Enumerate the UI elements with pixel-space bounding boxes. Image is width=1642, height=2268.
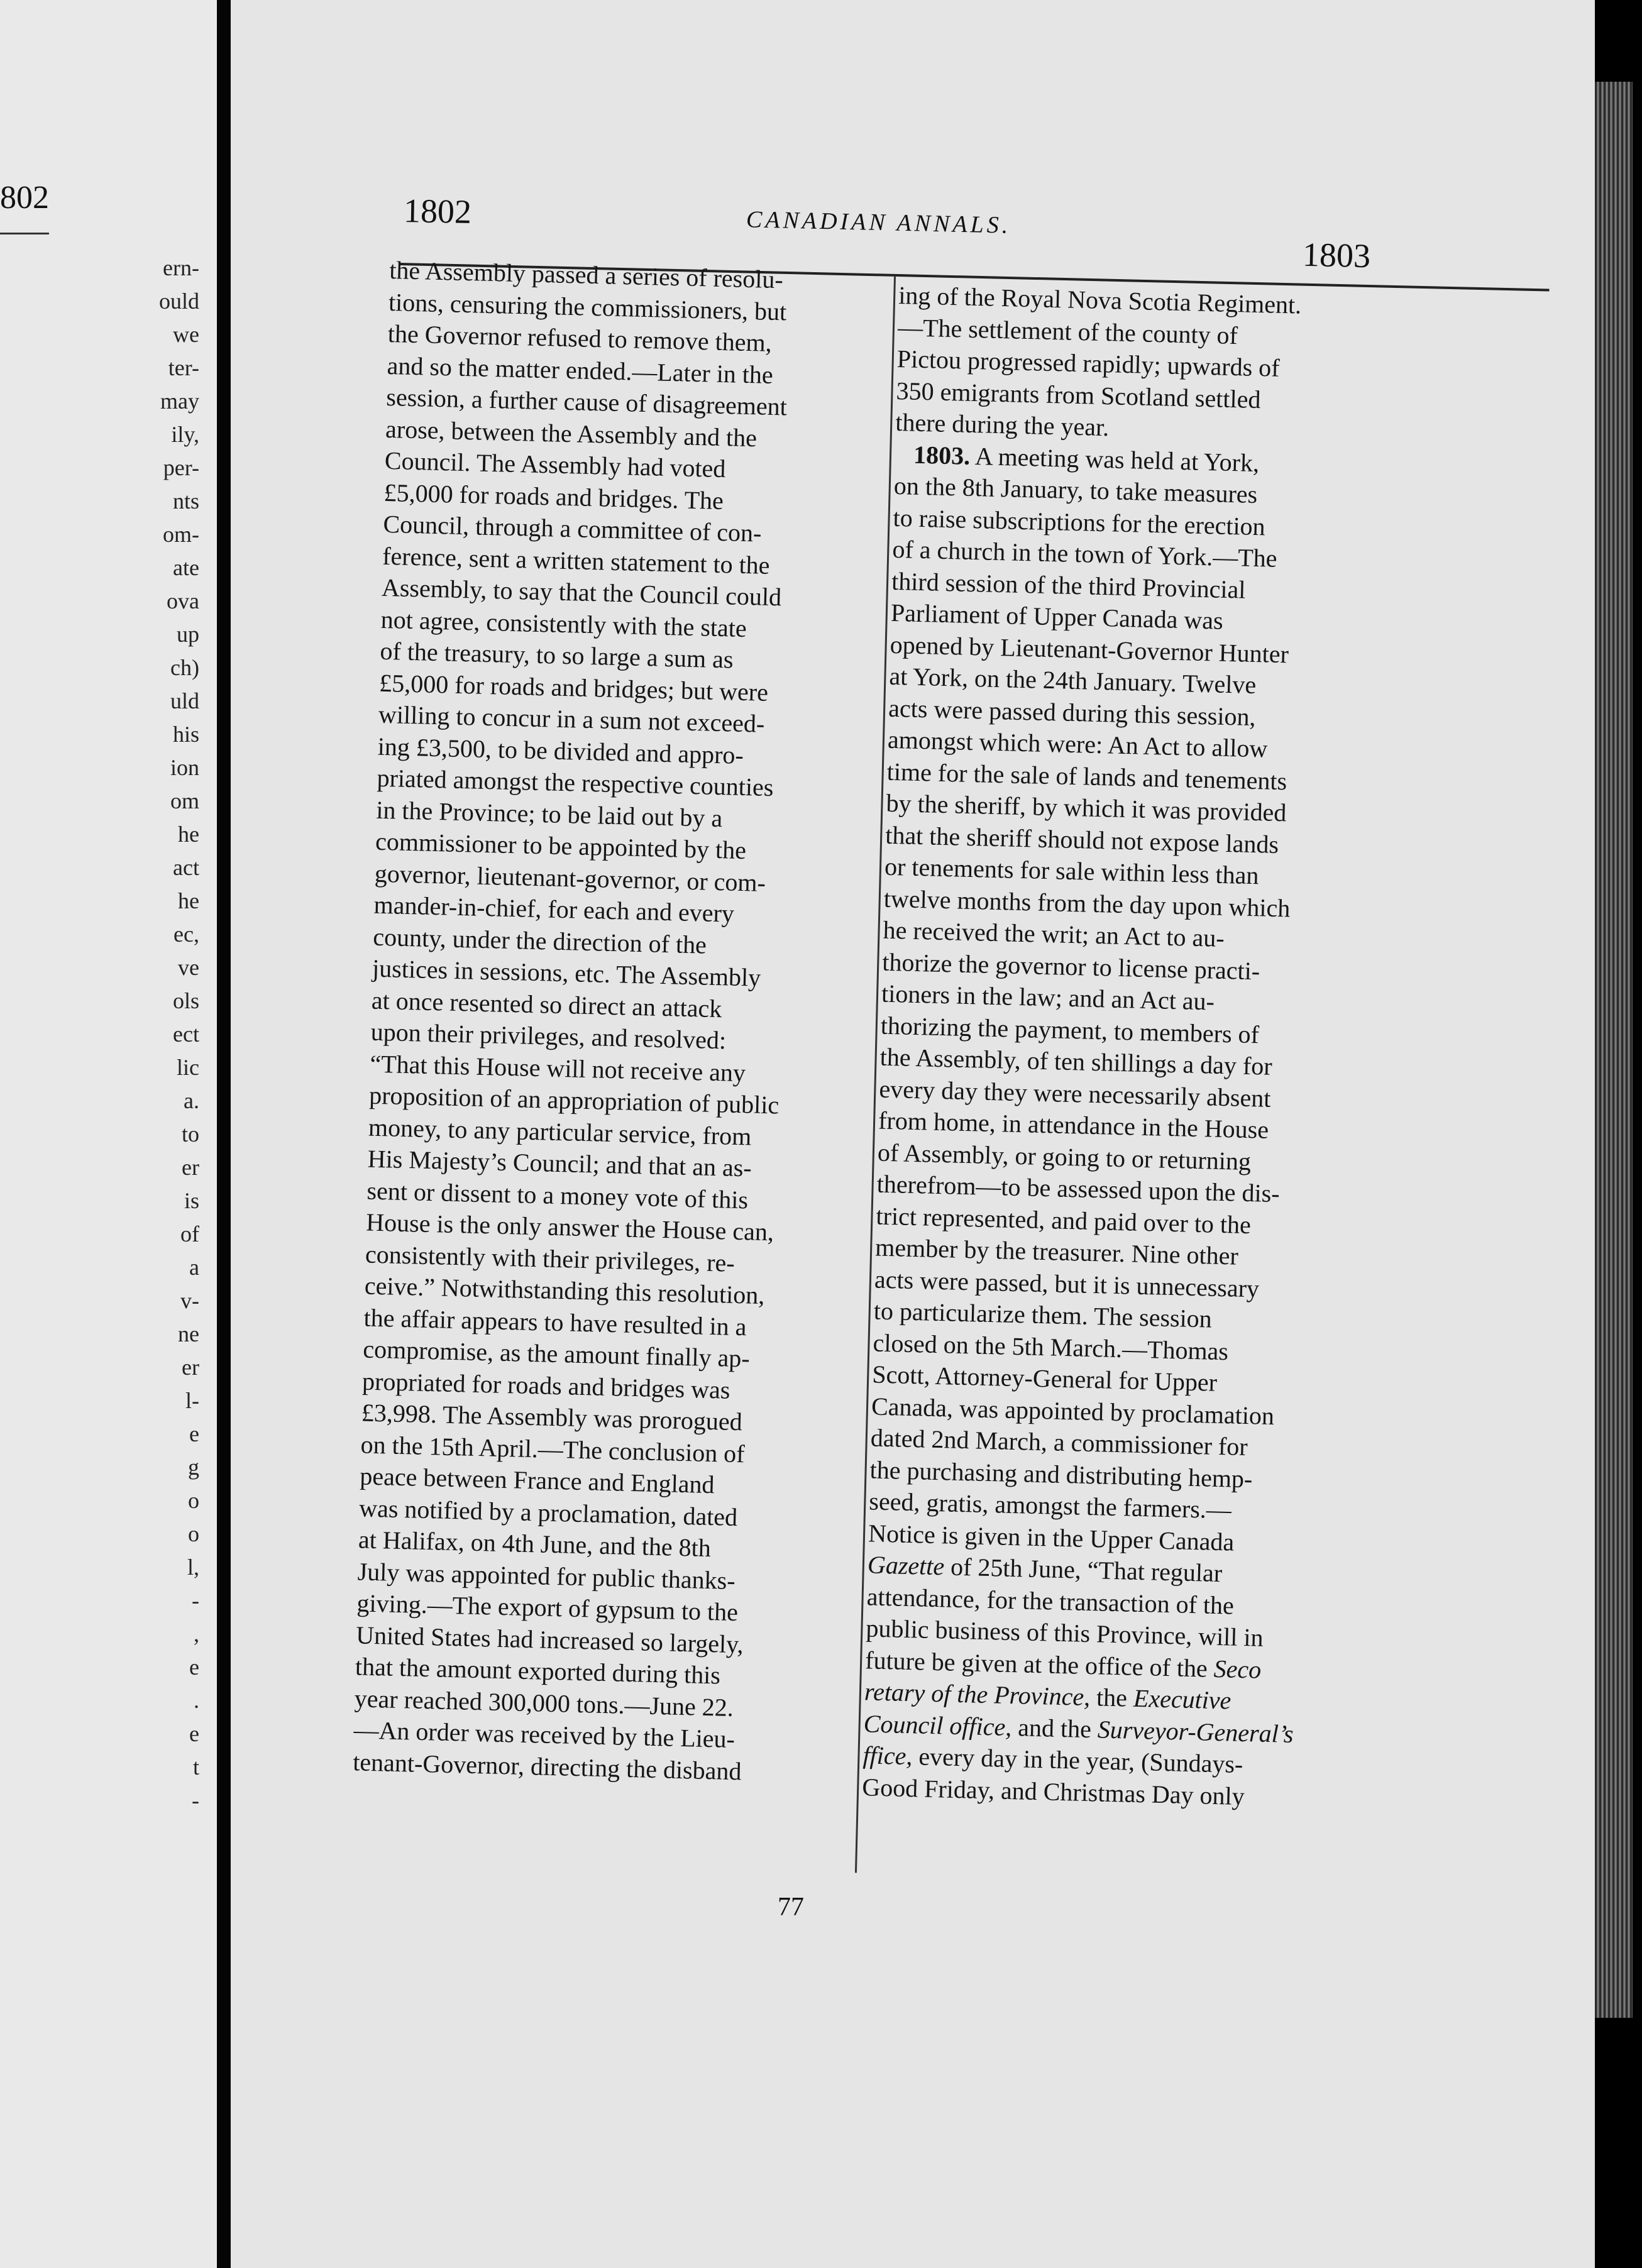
previous-page-fragment: may	[160, 388, 199, 414]
previous-page-fragment: g	[188, 1455, 199, 1480]
text-line: Assembly, to say that the Council could	[381, 573, 782, 612]
book-page	[231, 0, 1595, 2268]
text-line: at once resented so direct an attack	[371, 986, 722, 1023]
year-line-text: A meeting was held at York,	[969, 441, 1260, 477]
text-line: attendance, for the transaction of the	[866, 1582, 1235, 1620]
line-text: every day in the year, (Sundays-	[912, 1742, 1243, 1779]
previous-page-fragment: ve	[178, 955, 199, 980]
previous-page-fragment: of	[180, 1221, 199, 1247]
gazette-title: Gazette	[867, 1550, 945, 1581]
text-line: Scott, Attorney-General for Upper	[871, 1360, 1218, 1397]
previous-page-fragment: -	[192, 1588, 199, 1613]
previous-page-rule	[0, 233, 49, 234]
previous-page-fragment: ter-	[168, 355, 199, 380]
text-line: ing of the Royal Nova Scotia Regiment.	[898, 280, 1302, 319]
previous-page-fragment: o	[188, 1521, 199, 1546]
line-text: future be given at the office of the	[864, 1645, 1215, 1683]
text-line: Notice is given in the Upper Canada	[868, 1518, 1235, 1556]
text-line: twelve months from the day upon which	[883, 884, 1291, 922]
text-line: amongst which were: An Act to allow	[887, 725, 1268, 763]
text-line: His Majesty’s Council; and that an as-	[367, 1144, 752, 1182]
text-line: “That this House will not receive any	[370, 1049, 746, 1087]
text-line: willing to concur in a sum not exceed-	[378, 700, 765, 738]
text-line: £3,998. The Assembly was prorogued	[361, 1398, 743, 1436]
previous-page-fragment: uld	[170, 688, 199, 713]
text-line: Parliament of Upper Canada was	[890, 598, 1224, 635]
text-line: compromise, as the amount finally ap-	[362, 1335, 751, 1373]
previous-page-fragment: he	[178, 888, 199, 913]
previous-page-fragment: e	[189, 1654, 199, 1680]
text-line: therefrom—to be assessed upon the dis-	[876, 1169, 1281, 1208]
text-line: that the sheriff should not expose lands	[884, 820, 1279, 859]
text-line: Council. The Assembly had voted	[384, 446, 726, 483]
text-line: of a church in the town of York.—The	[891, 534, 1278, 573]
text-line: year reached 300,000 tons.—June 22.	[354, 1683, 734, 1722]
text-line: priated amongst the respective counties	[377, 763, 774, 802]
previous-page-fragment: -	[192, 1788, 199, 1813]
previous-page-fragment: ec,	[174, 922, 199, 947]
text-line: acts were passed, but it is unnecessary	[874, 1265, 1260, 1302]
previous-page-fragment: ne	[178, 1321, 199, 1346]
text-line: July was appointed for public thanks-	[357, 1556, 736, 1595]
text-line: time for the sale of lands and tenements	[886, 757, 1287, 795]
previous-page-fragment: ern-	[163, 255, 199, 280]
italic-text: Surveyor-General’s	[1097, 1714, 1294, 1748]
book-gutter	[217, 0, 231, 2268]
previous-page-fragment: l-	[185, 1388, 199, 1413]
text-line: thorize the governor to license practi-	[881, 947, 1260, 985]
previous-page-fragment: .	[194, 1688, 199, 1713]
text-line: of Assembly, or going to or returning	[877, 1138, 1252, 1175]
text-line: £5,000 for roads and bridges; but were	[378, 668, 769, 707]
previous-page-fragment: he	[178, 822, 199, 847]
text-line: governor, lieutenant-governor, or com-	[374, 859, 766, 897]
previous-page-fragment: a	[189, 1255, 199, 1280]
text-line: tions, censuring the commissioners, but	[388, 287, 787, 326]
italic-text: retary of the Province,	[864, 1677, 1091, 1712]
gazette-line-text: of 25th June, “That regular	[944, 1552, 1223, 1588]
text-line: session, a further cause of disagreement	[385, 382, 788, 421]
text-line: sent or dissent to a money vote of this	[366, 1176, 749, 1214]
page-number: 77	[778, 1893, 804, 1922]
italic-text: ffice,	[862, 1741, 913, 1771]
text-line: tioners in the law; and an Act au-	[881, 979, 1215, 1016]
text-line: Pictou progressed rapidly; upwards of	[896, 344, 1281, 382]
text-line: closed on the 5th March.—Thomas	[873, 1328, 1229, 1365]
text-line: mander-in-chief, for each and every	[373, 890, 735, 928]
previous-page-fragment: v-	[180, 1288, 199, 1313]
previous-page-fragment: ova	[167, 588, 199, 614]
text-line: dated 2nd March, a commissioner for	[870, 1423, 1248, 1462]
line-text: and the	[1011, 1712, 1098, 1743]
text-line: to particularize them. The session	[873, 1296, 1213, 1333]
text-line: United States had increased so largely,	[355, 1620, 744, 1658]
previous-page-fragment: per-	[163, 455, 199, 480]
previous-page-fragment: act	[173, 855, 199, 880]
text-line: consistently with their privileges, re-	[365, 1240, 736, 1277]
previous-page	[0, 0, 217, 2268]
text-line: third session of the third Provincial	[891, 566, 1246, 604]
text-line: thorizing the payment, to members of	[880, 1011, 1260, 1049]
text-line: upon their privileges, and resolved:	[370, 1017, 727, 1055]
text-line: member by the treasurer. Nine other	[874, 1233, 1239, 1270]
text-line: from home, in attendance in the House	[878, 1106, 1269, 1144]
text-line: was notified by a proclamation, dated	[358, 1493, 738, 1531]
text-line: the Assembly, of ten shillings a day for	[879, 1042, 1273, 1081]
previous-page-fragment: om	[170, 788, 199, 813]
year-marker: 1803.	[913, 440, 971, 470]
text-line: the purchasing and distributing hemp-	[869, 1455, 1253, 1493]
text-line: by the sheriff, by which it was provided	[886, 788, 1287, 827]
text-line: propriated for roads and bridges was	[361, 1366, 730, 1404]
text-line: justices in sessions, etc. The Assembly	[372, 954, 761, 992]
previous-page-fragment: er	[182, 1355, 199, 1380]
italic-text: Seco	[1213, 1654, 1262, 1684]
text-line: at Halifax, on 4th June, and the 8th	[358, 1525, 712, 1563]
page-edges	[1595, 82, 1633, 2018]
previous-page-fragment: e	[189, 1721, 199, 1746]
text-line: to raise subscriptions for the erection	[893, 503, 1266, 541]
previous-page-fragment: ould	[158, 289, 199, 314]
italic-text: Council office,	[863, 1709, 1012, 1741]
line-text: the	[1089, 1683, 1134, 1712]
text-line: opened by Lieutenant-Governor Hunter	[890, 630, 1289, 668]
previous-page-fragment: up	[177, 622, 199, 647]
text-line: that the amount exported during this	[355, 1652, 721, 1690]
previous-page-fragment: ion	[170, 755, 199, 780]
text-line: ceive.” Notwithstanding this resolution,	[364, 1271, 765, 1310]
previous-page-fragment: ect	[173, 1021, 199, 1047]
header-title: CANADIAN ANNALS.	[746, 206, 1011, 239]
header-year-left: 1802	[403, 192, 472, 231]
text-line: county, under the direction of the	[372, 922, 707, 959]
text-line: —The settlement of the county of	[897, 312, 1238, 350]
text-line: Good Friday, and Christmas Day only	[861, 1772, 1245, 1810]
previous-page-text-fragments	[74, 251, 199, 1817]
text-line: on the 8th January, to take measures	[893, 471, 1258, 509]
text-line: or tenements for sale within less than	[884, 852, 1259, 890]
previous-page-fragment: om-	[163, 522, 199, 547]
text-line: he received the writ; an Act to au-	[883, 915, 1225, 952]
text-line: and so the matter ended.—Later in the	[387, 351, 774, 389]
previous-page-fragment: nts	[172, 488, 199, 514]
text-line: on the 15th April.—The conclusion of	[360, 1429, 746, 1468]
text-line: money, to any particular service, from	[368, 1113, 752, 1150]
text-line: £5,000 for roads and bridges. The	[383, 478, 724, 515]
text-line: 350 emigrants from Scotland settled	[896, 376, 1261, 414]
text-line: Council, through a committee of con-	[382, 509, 762, 548]
previous-page-fragment: e	[189, 1421, 199, 1446]
text-line: there during the year.	[895, 407, 1110, 442]
previous-page-fragment: o	[188, 1488, 199, 1513]
text-line: the affair appears to have resulted in a	[363, 1303, 747, 1341]
text-line: public business of this Province, will in	[866, 1614, 1264, 1652]
previous-page-fragment: ate	[173, 555, 199, 580]
left-column	[353, 255, 868, 1790]
text-line: peace between France and England	[359, 1462, 715, 1499]
text-line: of the treasury, to so large a sum as	[380, 636, 734, 674]
text-line: —An order was received by the Lieu-	[353, 1715, 736, 1754]
italic-text: Executive	[1133, 1683, 1232, 1715]
previous-page-fragment: l,	[187, 1555, 199, 1580]
right-column	[862, 280, 1396, 1815]
text-line: arose, between the Assembly and the	[385, 414, 758, 452]
text-line: tenant-Governor, directing the disband	[352, 1747, 742, 1785]
text-line: ing £3,500, to be divided and appro-	[377, 732, 744, 769]
previous-page-fragment: ch)	[170, 655, 199, 680]
text-line: every day they were necessarily absent	[879, 1074, 1271, 1113]
text-line: Canada, was appointed by proclamation	[871, 1391, 1275, 1430]
text-line: acts were passed during this session,	[888, 693, 1257, 731]
text-line: not agree, consistently with the state	[380, 605, 747, 642]
text-line: the Governor refused to remove them,	[387, 319, 773, 357]
text-line: in the Province; to be laid out by a	[375, 795, 723, 832]
previous-page-fragment: his	[172, 722, 199, 747]
text-line: commissioner to be appointed by the	[375, 827, 747, 865]
text-line: proposition of an appropriation of public	[368, 1081, 780, 1120]
previous-page-fragment: t	[192, 1754, 199, 1780]
text-line: House is the only answer the House can,	[365, 1208, 774, 1247]
previous-page-fragment: we	[173, 322, 199, 347]
text-line: the Assembly passed a series of resolu-	[388, 255, 784, 294]
previous-page-fragment: a.	[184, 1088, 199, 1113]
previous-page-fragment: ,	[194, 1621, 199, 1646]
previous-page-header: 802	[0, 180, 49, 216]
text-line: ference, sent a written statement to the	[382, 541, 771, 580]
previous-page-fragment: is	[184, 1188, 199, 1213]
previous-page-fragment: ols	[172, 988, 199, 1013]
previous-page-fragment: lic	[177, 1055, 199, 1080]
header-year-right: 1803	[1302, 235, 1371, 275]
previous-page-fragment: ily,	[171, 422, 199, 447]
text-line: giving.—The export of gypsum to the	[356, 1588, 739, 1627]
text-line: trict represented, and paid over to the	[876, 1201, 1252, 1239]
previous-page-fragment: er	[182, 1155, 199, 1180]
previous-page-fragment: to	[181, 1121, 199, 1147]
text-line: at York, on the 24th January. Twelve	[889, 661, 1257, 700]
text-line: seed, gratis, amongst the farmers.—	[868, 1487, 1232, 1524]
